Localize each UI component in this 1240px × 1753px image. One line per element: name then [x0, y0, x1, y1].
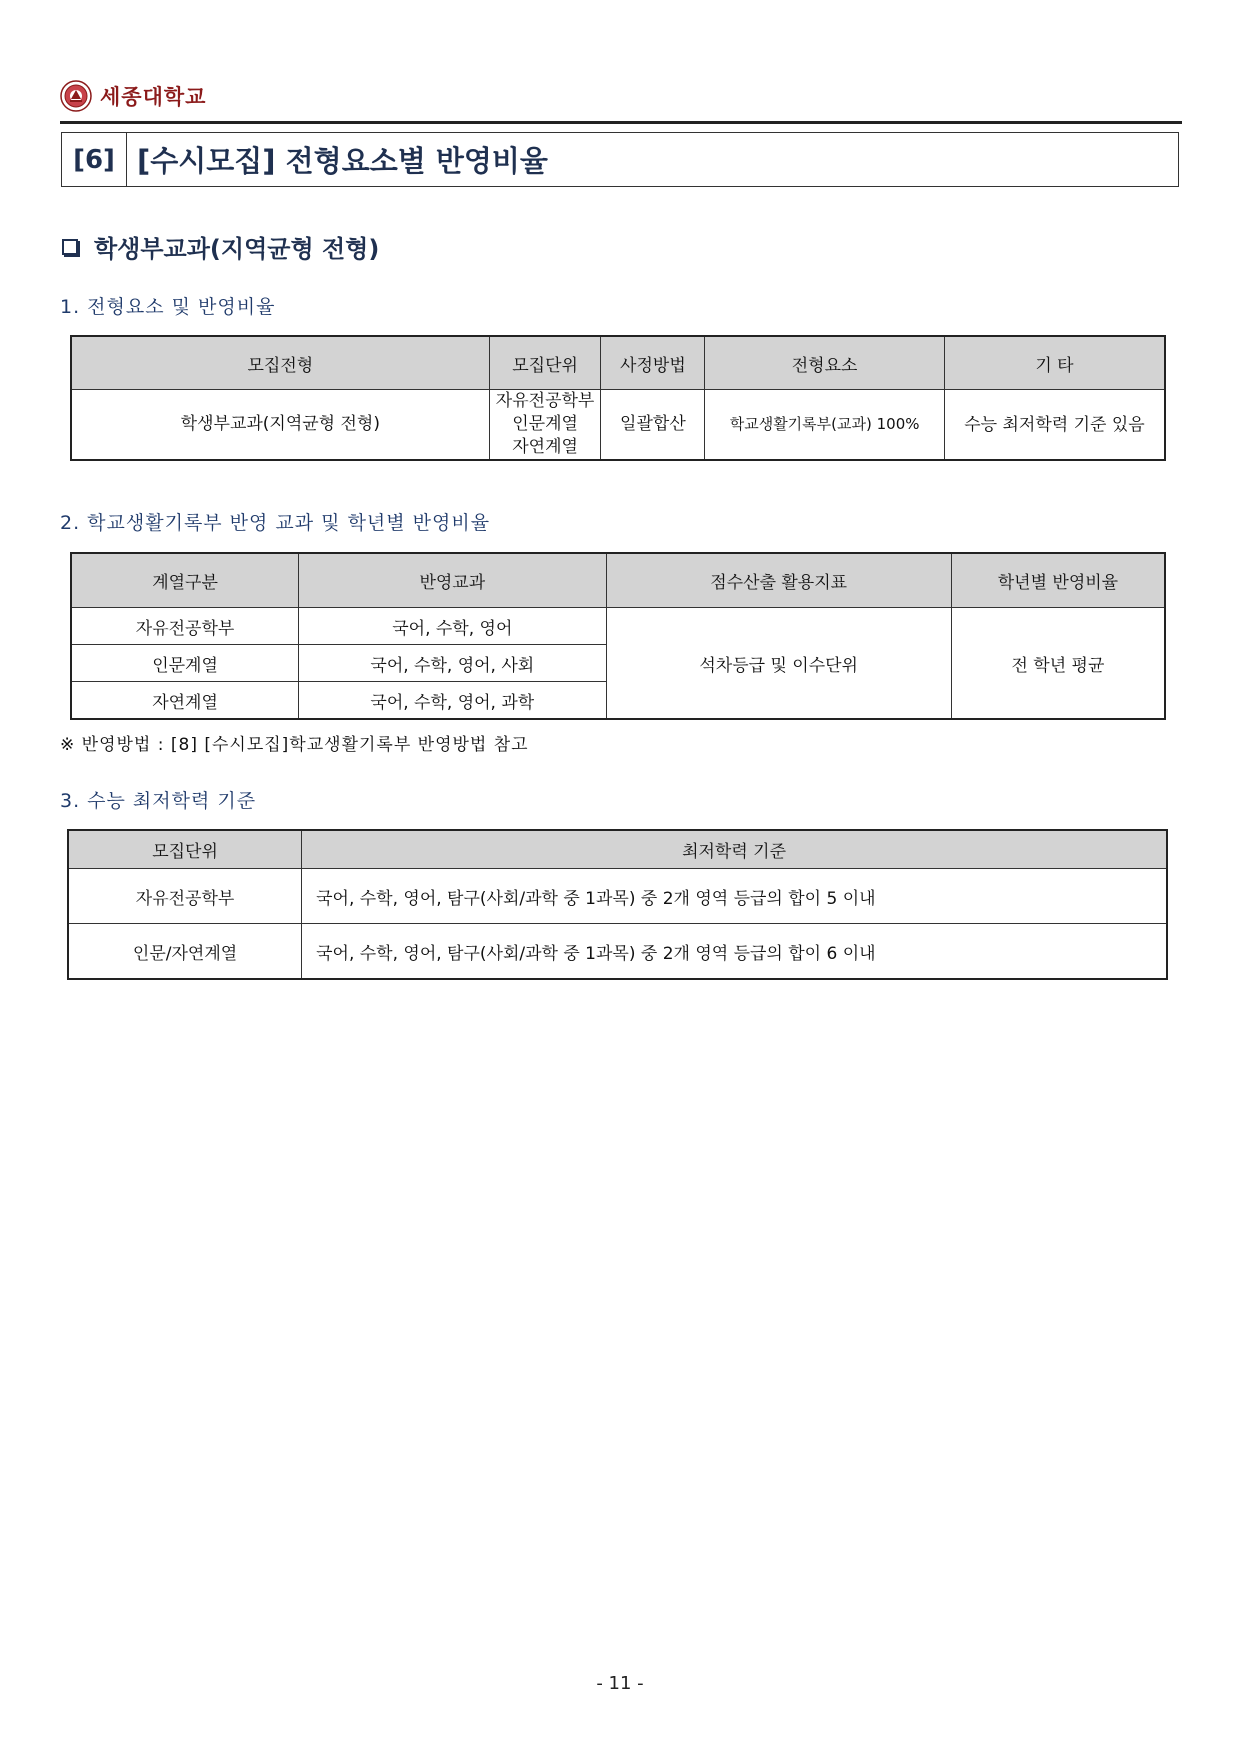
- column-header: 사정방법: [601, 336, 705, 390]
- table-header-row: [71, 336, 1165, 390]
- column-header: 점수산출 활용지표: [606, 553, 951, 608]
- column-header: 반영교과: [299, 553, 606, 608]
- score-indicator: 석차등급 및 이수단위: [606, 608, 951, 720]
- part1-heading: 1. 전형요소 및 반영비율: [60, 296, 276, 318]
- table-row: [68, 869, 1167, 924]
- part2-heading: 2. 학교생활기록부 반영 교과 및 학년별 반영비율: [60, 512, 491, 534]
- admission-type: 학생부교과(지역균형 전형): [71, 390, 489, 461]
- column-header: 계열구분: [71, 553, 299, 608]
- grade-ratio: 전 학년 평균: [951, 608, 1165, 720]
- other-note: 수능 최저학력 기준 있음: [944, 390, 1165, 461]
- title-number: [6]: [62, 133, 127, 186]
- subjects-cell: 국어, 수학, 영어: [299, 608, 606, 645]
- unit-item: 자유전공학부: [495, 391, 595, 411]
- part3-heading: 3. 수능 최저학력 기준: [60, 790, 257, 812]
- column-header: 모집단위: [489, 336, 601, 390]
- criteria-cell: 국어, 수학, 영어, 탐구(사회/과학 중 1과목) 중 2개 영역 등급의 합이 5 이내: [302, 869, 1167, 924]
- table-row: [71, 390, 1165, 461]
- recruitment-units: [489, 390, 601, 461]
- section-title-text: 학생부교과(지역균형 전형): [94, 235, 380, 263]
- table-row: [68, 924, 1167, 980]
- table-header-row: [71, 553, 1165, 608]
- header-divider: [60, 121, 1182, 124]
- subjects-cell: 국어, 수학, 영어, 과학: [299, 682, 606, 720]
- page-title-box: [61, 132, 1179, 187]
- selection-elements-table: [70, 335, 1166, 461]
- column-header: 학년별 반영비율: [951, 553, 1165, 608]
- square-bullet-icon: [62, 239, 78, 255]
- division-cell: 자연계열: [71, 682, 299, 720]
- unit-cell: 자유전공학부: [68, 869, 302, 924]
- criteria-cell: 국어, 수학, 영어, 탐구(사회/과학 중 1과목) 중 2개 영역 등급의 합이 6 이내: [302, 924, 1167, 980]
- column-header: 전형요소: [705, 336, 945, 390]
- column-header: 모집단위: [68, 830, 302, 869]
- minimum-criteria-table: [67, 829, 1168, 980]
- division-cell: 인문계열: [71, 645, 299, 682]
- division-cell: 자유전공학부: [71, 608, 299, 645]
- column-header: 모집전형: [71, 336, 489, 390]
- reflection-method-note: ※ 반영방법 : [8] [수시모집]학교생활기록부 반영방법 참고: [60, 735, 529, 755]
- unit-cell: 인문/자연계열: [68, 924, 302, 980]
- record-subjects-table: [70, 552, 1166, 720]
- university-seal-icon: [60, 80, 92, 112]
- unit-item: 자연계열: [512, 437, 578, 457]
- selection-element: 학교생활기록부(교과) 100%: [705, 390, 945, 461]
- unit-item: 인문계열: [512, 414, 578, 434]
- page-number: - 11 -: [596, 1673, 644, 1694]
- page-header: [60, 78, 206, 114]
- assessment-method: 일괄합산: [601, 390, 705, 461]
- table-row: [71, 608, 1165, 645]
- subjects-cell: 국어, 수학, 영어, 사회: [299, 645, 606, 682]
- column-header: 기 타: [944, 336, 1165, 390]
- page-title: [수시모집] 전형요소별 반영비율: [137, 144, 548, 178]
- table-header-row: [68, 830, 1167, 869]
- column-header: 최저학력 기준: [302, 830, 1167, 869]
- university-name: 세종대학교: [100, 85, 207, 109]
- section-title: [62, 229, 379, 264]
